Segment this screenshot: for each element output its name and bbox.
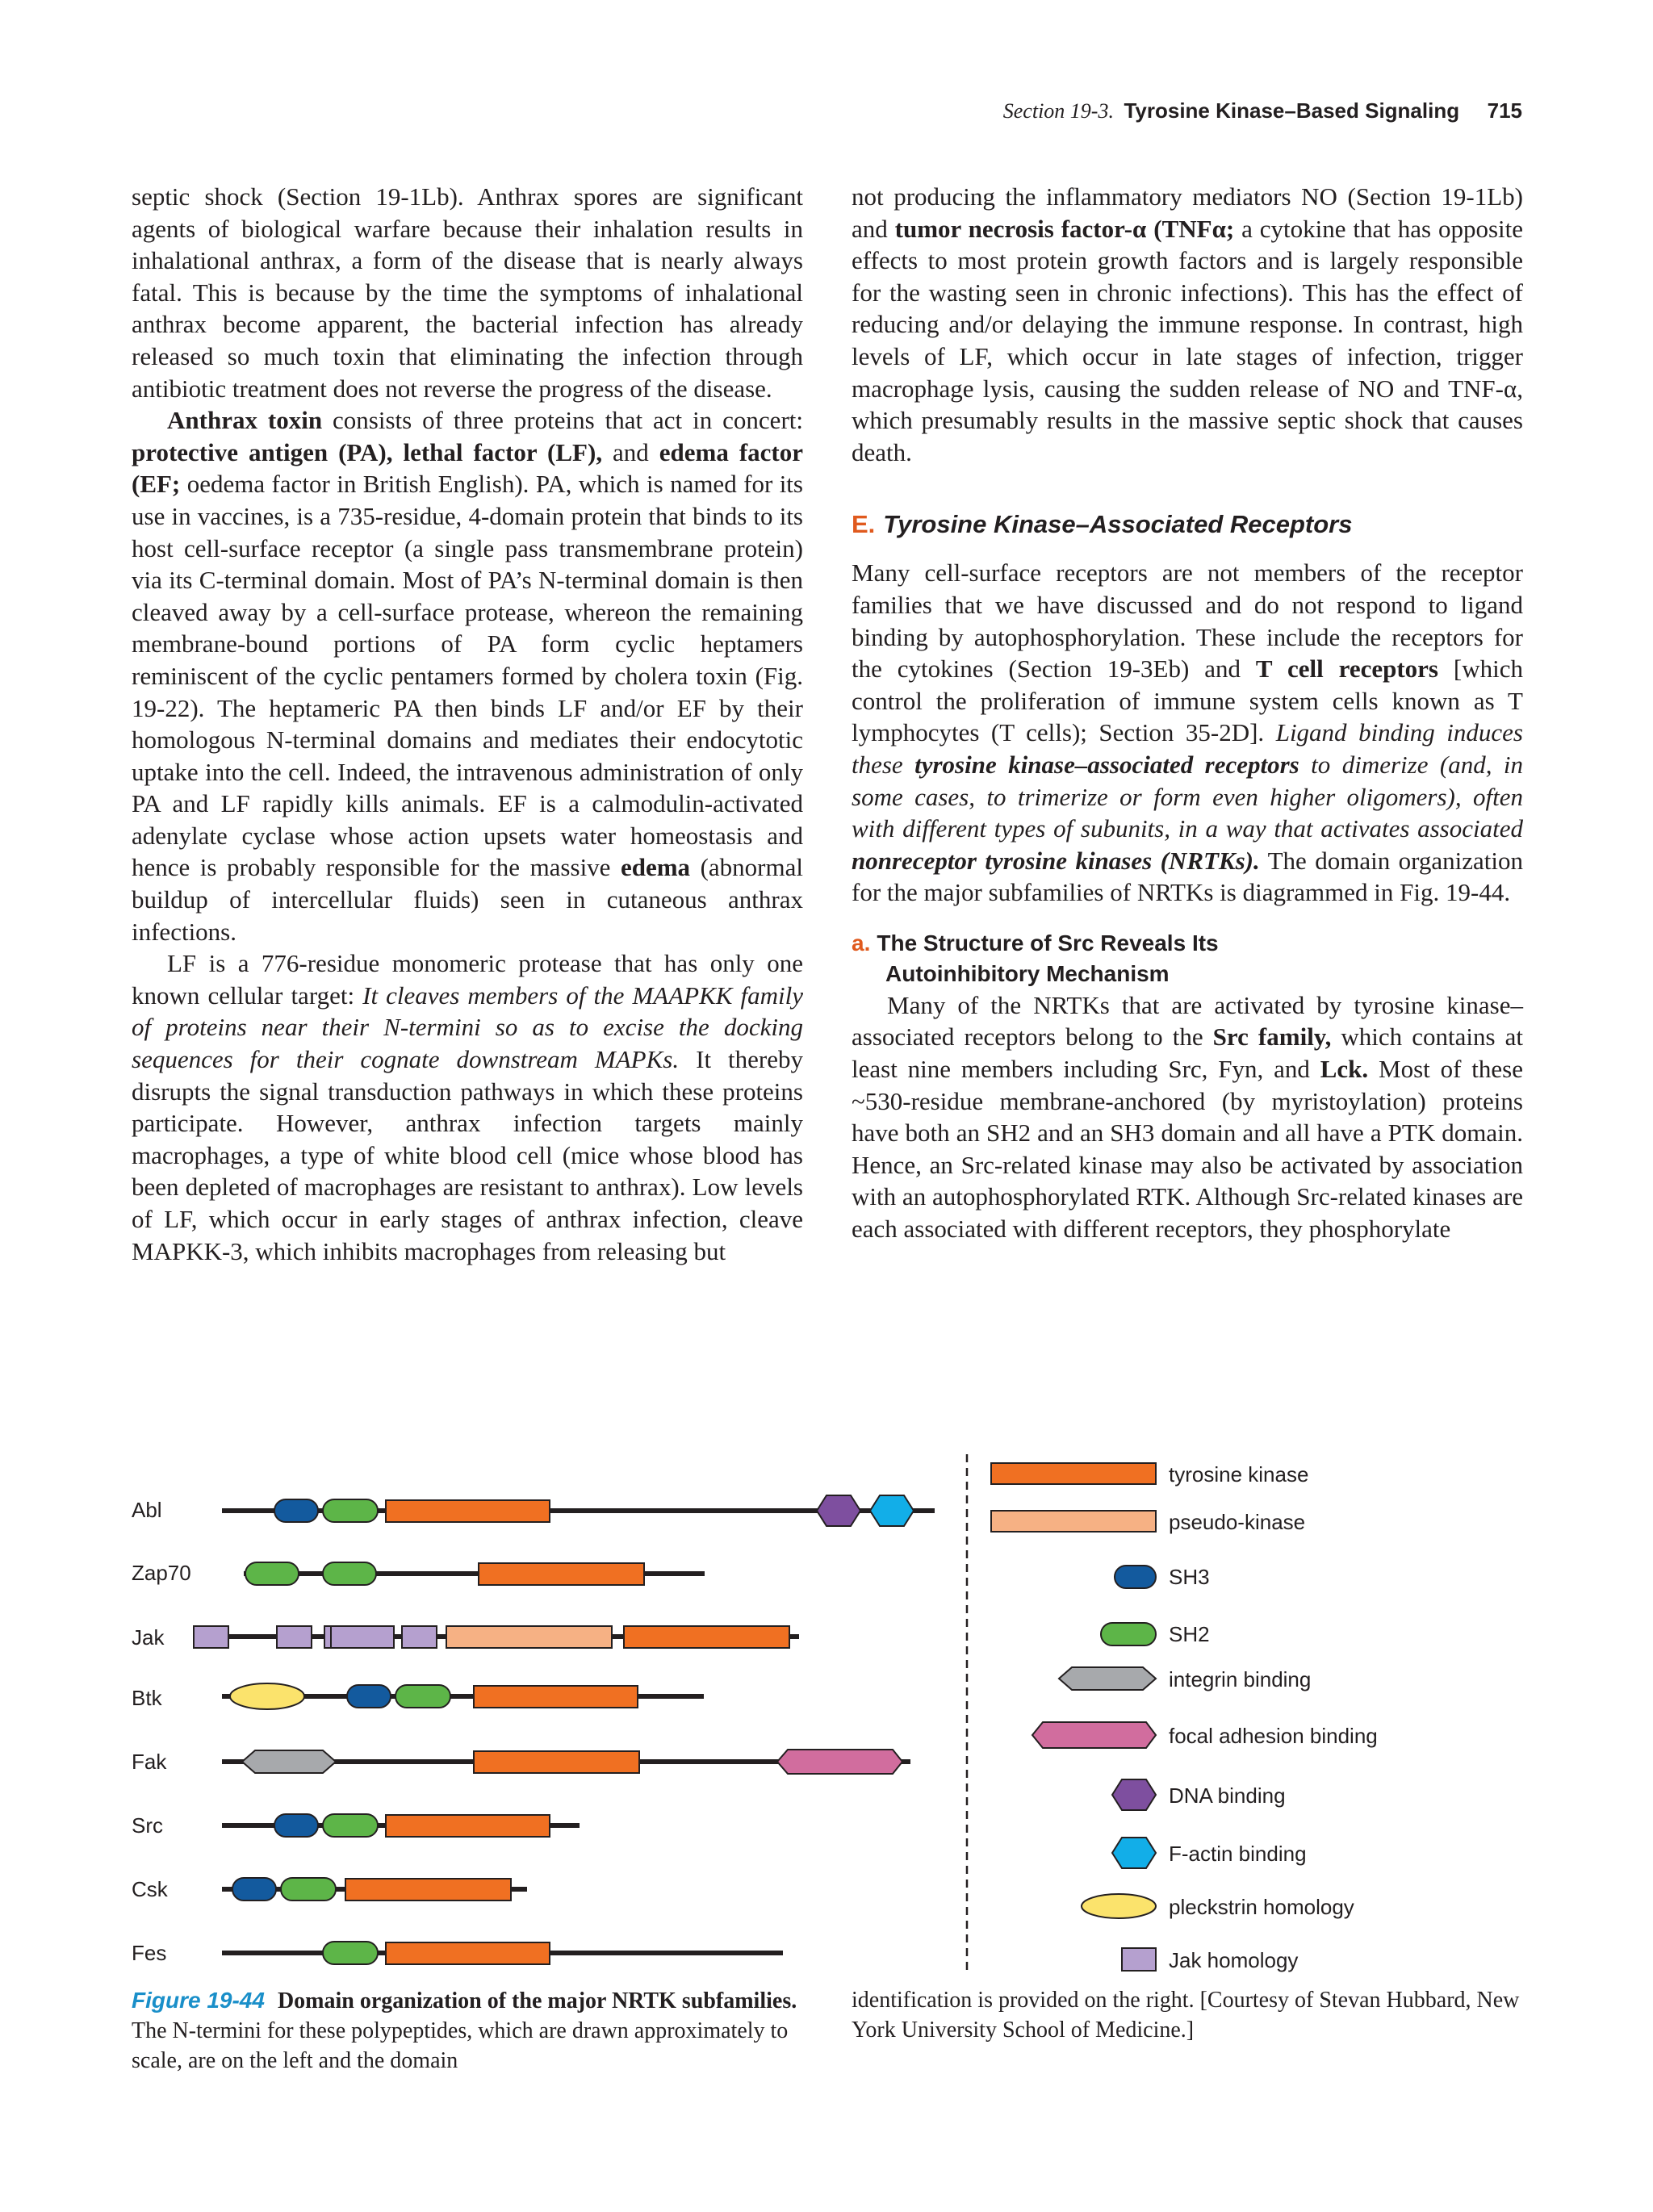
protein-label-csk: Csk — [132, 1877, 168, 1901]
legend-label: F-actin binding — [1169, 1842, 1307, 1866]
abl-dna-binding — [817, 1495, 860, 1526]
jak-kinase — [624, 1626, 789, 1648]
term: Src family, — [1212, 1022, 1332, 1052]
term: protective antigen (PA), lethal factor (LF), — [132, 437, 603, 466]
legend-label: DNA binding — [1169, 1783, 1286, 1808]
paragraph: LF is a 776-residue monomeric protease that has only one known cellular target: It cleaves members of the MAAPKK family of proteins near their N-termini so as to excise the docking sequences for their cognate downstream MAPKs. It thereby disrupts the signal transduction pathways in which these proteins participate. However, anthrax infection targets mainly macrophages, a type of white blood cell (mice whose blood has been depleted of macrophages are resistant to anthrax). Low levels of LF, which occur in early stages of anthrax infection, cleave MAPKK-3, which inhibits macrophages from releasing but — [132, 949, 804, 1265]
protein-label-btk: Btk — [132, 1686, 162, 1710]
legend-label: integrin binding — [1169, 1667, 1312, 1691]
legend-swatch-tyrosine-kinase — [991, 1463, 1156, 1484]
src-kinase — [386, 1815, 550, 1837]
paragraph: Many of the NRTKs that are activated by tyrosine kinase–associated receptors belong to the Src family, which contains at least nine members including Src, Fyn, and Lck. Most of these ~530-residue membrane-anchored (by myristoylation) proteins have both an SH2 and an SH3 domain and all have a PTK domain. Hence, an Src-related kinase may also be activated by association with an autophosphorylated RTK. Although Src-related kinases are each associated with different receptors, they phosphorylate — [852, 990, 1523, 1244]
legend-swatch-pleckstrin — [1082, 1894, 1156, 1918]
abl-kinase — [386, 1500, 550, 1522]
term: edema — [620, 853, 691, 882]
term: edema factor (EF; — [132, 437, 803, 499]
subsection-heading: a. The Structure of Src Reveals Its Autoinhibitory Mechanism — [852, 930, 1219, 986]
figure-caption: Figure 19-44 Domain organization of the major NRTK subfamilies. The N-termini for these polypeptides, which are drawn approximately to scale, are on the left and the domain — [132, 1988, 797, 2073]
legend-label: SH2 — [1169, 1622, 1210, 1646]
legend-label: pseudo-kinase — [1169, 1510, 1306, 1534]
header-section: Section 19-3. — [1002, 99, 1114, 123]
caption-title: Domain organization of the major NRTK subfamilies. — [277, 1988, 797, 2013]
csk-sh3 — [232, 1878, 276, 1900]
abl-sh2 — [323, 1499, 378, 1522]
section-heading: E. Tyrosine Kinase–Associated Receptors — [852, 510, 1353, 539]
jak-homology — [277, 1626, 312, 1648]
abl-sh3 — [274, 1499, 318, 1522]
term: T cell receptors — [1255, 654, 1438, 684]
legend-swatch-factin — [1112, 1838, 1156, 1868]
btk-pleckstrin — [230, 1683, 304, 1709]
legend-swatch-sh2 — [1101, 1623, 1156, 1645]
paragraph: septic shock (Section 19-1Lb). Anthrax spores are significant agents of biological warfare because their inhalation results in inhalational anthrax, a form of the disease that is nearly always fatal. This is because by the time the symptoms of inhalational anthrax become apparent, the bacterial infection has already released so much toxin that eliminating the infection through antibiotic treatment does not reverse the progress of the disease. — [132, 182, 803, 403]
jak-homology — [194, 1626, 228, 1648]
fak-integrin-binding — [242, 1750, 336, 1773]
legend-label: Jak homology — [1169, 1948, 1299, 1972]
jak-homology — [331, 1626, 394, 1648]
paragraph: not producing the inflammatory mediators NO (Section 19-1Lb) and tumor necrosis factor-α (TNFα; a cytokine that has opposite effects to most protein growth factors and is largely responsible for the wasting seen in chronic infections). This has the effect of reducing and/or delaying the immune response. In contrast, high levels of LF, which occur in late stages of infection, trigger macrophage lysis, causing the sudden release of NO and TNF-α, which presumably results in the massive septic shock that causes death. — [852, 182, 1523, 466]
header-title: Tyrosine Kinase–Based Signaling — [1124, 98, 1460, 123]
page-number: 715 — [1487, 98, 1522, 123]
running-header — [1003, 98, 1522, 123]
src-sh3 — [274, 1814, 318, 1837]
term: Lck. — [1320, 1055, 1369, 1084]
fak-focal-adhesion — [777, 1750, 902, 1774]
csk-kinase — [345, 1879, 511, 1900]
term: nonreceptor tyrosine kinases (NRTKs). — [852, 846, 1260, 875]
btk-sh2 — [395, 1685, 450, 1708]
paragraph: Anthrax toxin consists of three proteins that act in concert: protective antigen (PA), lethal factor (LF), and edema factor (EF; oedema factor in British English). PA, which is named for its use in vaccines, is a 735-residue, 4-domain protein that binds to its host cell-surface receptor (a single pass transmembrane protein) via its C-terminal domain. Most of PA’s N-terminal domain is then cleaved away by a cell-surface protease, whereon the remaining membrane-bound portions of PA form cyclic heptamers reminiscent of the cyclic pentamers formed by cholera toxin (Fig. 19-22). The heptameric PA then binds LF and/or EF by their homologous N-terminal domains and mediates their endocytotic uptake into the cell. Indeed, the intravenous administration of only PA and LF rapidly kills animals. EF is a calmodulin-activated adenylate cyclase whose action upsets water homeostasis and hence is probably responsible for the massive edema (abnormal buildup of intercellular fluids) seen in cutaneous anthrax infections. — [132, 406, 803, 946]
emphasis: It cleaves members of the MAAPKK family of proteins near their N-termini so as to excise the docking sequences for their cognate downstream MAPKs. — [132, 981, 803, 1074]
term: tumor necrosis factor-α (TNFα; — [894, 214, 1235, 243]
protein-label-src: Src — [132, 1813, 163, 1838]
protein-label-fes: Fes — [132, 1941, 167, 1965]
zap70-kinase — [479, 1563, 644, 1585]
legend-swatch-integrin — [1059, 1667, 1156, 1690]
legend-swatch-jak-homology — [1122, 1948, 1156, 1971]
left-column — [132, 181, 803, 1267]
btk-sh3 — [347, 1685, 391, 1708]
paragraph: Many cell-surface receptors are not members of the receptor families that we have discussed and do not respond to ligand binding by autophosphorylation. These include the receptors for the cytokines (Section 19-3Eb) and T cell receptors [which control the proliferation of immune system cells known as T lymphocytes (T cells); Section 35-2D]. Ligand binding induces these tyrosine kinase–associated receptors to dimerize (and, in some cases, to trimerize or form even higher oligomers), often with different types of subunits, in a way that activates associated nonreceptor tyrosine kinases (NRTKs). The domain organization for the major subfamilies of NRTKs is diagrammed in Fig. 19-44. — [852, 558, 1523, 907]
abl-factin-binding — [870, 1495, 914, 1526]
legend-swatch-pseudo-kinase — [991, 1511, 1156, 1532]
figure-caption-continued: identification is provided on the right. [Courtesy of Stevan Hubbard, New York University School of Medicine.] — [852, 1988, 1520, 2043]
btk-kinase — [474, 1686, 638, 1708]
jak-pseudo-kinase — [446, 1626, 612, 1648]
legend-label: focal adhesion binding — [1169, 1724, 1378, 1748]
fak-kinase — [474, 1751, 639, 1773]
legend-label: pleckstrin homology — [1169, 1895, 1354, 1919]
term: Anthrax toxin — [167, 406, 323, 435]
jak-homology — [402, 1626, 437, 1648]
zap70-sh2 — [245, 1562, 299, 1585]
csk-sh2 — [281, 1878, 336, 1900]
right-column — [852, 181, 1523, 1245]
legend-label: SH3 — [1169, 1565, 1210, 1589]
legend-swatch-sh3 — [1115, 1566, 1156, 1588]
protein-label-zap70: Zap70 — [132, 1561, 191, 1585]
fes-kinase — [386, 1942, 550, 1964]
legend-label: tyrosine kinase — [1169, 1462, 1309, 1487]
legend-swatch-dna-binding — [1112, 1779, 1156, 1810]
protein-label-jak: Jak — [132, 1625, 165, 1650]
fes-sh2 — [323, 1942, 378, 1964]
term: tyrosine kinase–associated receptors — [914, 750, 1299, 779]
src-sh2 — [323, 1814, 378, 1837]
figure-number: Figure 19-44 — [132, 1988, 265, 2013]
zap70-sh2 — [323, 1562, 376, 1585]
figure-19-44 — [0, 1436, 1653, 1985]
legend-swatch-focal-adhesion — [1032, 1722, 1156, 1748]
protein-label-abl: Abl — [132, 1498, 162, 1522]
protein-label-fak: Fak — [132, 1750, 167, 1774]
